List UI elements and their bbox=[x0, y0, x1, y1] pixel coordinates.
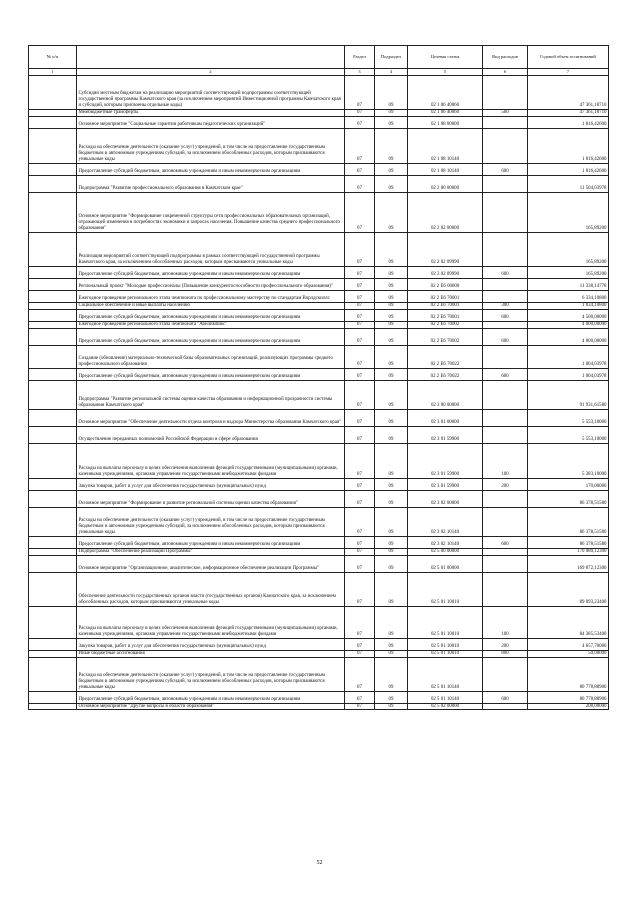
row-amount: 208,00000 bbox=[528, 703, 609, 710]
row-expense-type: 100 bbox=[483, 606, 528, 638]
row-name: Субсидии местным бюджетам на реализацию мероприятий соответствующей подпрограммы соответствующей государственной программы Камчатского края (за исключением мероприятий Инвестиционной программы Камчатского края и субсидий, которым присвоены отдельные коды) bbox=[77, 76, 345, 110]
row-expense-type: 600 bbox=[483, 328, 528, 345]
row-podrazdel: 09 bbox=[375, 691, 408, 703]
row-num bbox=[29, 409, 77, 426]
row-podrazdel: 09 bbox=[375, 443, 408, 478]
row-num bbox=[29, 192, 77, 232]
row-num bbox=[29, 232, 77, 266]
row-razdel: 07 bbox=[345, 175, 375, 192]
row-target-article: 02 3 02 10140 bbox=[408, 536, 483, 548]
row-podrazdel: 09 bbox=[375, 309, 408, 321]
row-target-article: 02 1 06 40060 bbox=[408, 76, 483, 110]
row-name: Предоставление субсидий бюджетным, автономным учреждениям и иным некоммерческим организациям bbox=[77, 266, 345, 278]
row-num bbox=[29, 657, 77, 691]
row-razdel: 07 bbox=[345, 328, 375, 345]
row-target-article: 02 1 08 10140 bbox=[408, 163, 483, 175]
row-num bbox=[29, 691, 77, 703]
header-sum: Годовой объем ассигнований bbox=[528, 46, 609, 69]
row-podrazdel: 09 bbox=[375, 290, 408, 302]
column-number: 2 bbox=[77, 69, 345, 76]
row-name: Предоставление субсидий бюджетным, автономным учреждениям и иным некоммерческим организациям bbox=[77, 368, 345, 380]
row-razdel: 07 bbox=[345, 691, 375, 703]
row-podrazdel: 09 bbox=[375, 380, 408, 409]
row-num bbox=[29, 606, 77, 638]
row-razdel: 07 bbox=[345, 409, 375, 426]
row-amount: 11 504,03978 bbox=[528, 175, 609, 192]
row-amount: 1 834,10800 bbox=[528, 302, 609, 309]
row-podrazdel: 09 bbox=[375, 116, 408, 128]
row-target-article: 02 2 E6 70022 bbox=[408, 368, 483, 380]
row-num bbox=[29, 368, 77, 380]
row-target-article: 02 2 E6 00000 bbox=[408, 278, 483, 290]
row-razdel: 07 bbox=[345, 163, 375, 175]
row-expense-type: 600 bbox=[483, 163, 528, 175]
row-name: Ежегодное проведение регионального этапа чемпионата "Абилимпикс" bbox=[77, 321, 345, 328]
row-podrazdel: 09 bbox=[375, 606, 408, 638]
row-expense-type bbox=[483, 345, 528, 368]
row-target-article: 02 3 01 59900 bbox=[408, 478, 483, 490]
row-name: Основное мероприятие "Формирование современной структуры сети профессиональных образовательных организаций, отражающей изменения в потребностях экономики и запросах населения. Повышение качества среднего профессионального образования" bbox=[77, 192, 345, 232]
row-target-article: 02 2 E6 70001 bbox=[408, 290, 483, 302]
row-num bbox=[29, 572, 77, 606]
row-amount: 80 778,88900 bbox=[528, 691, 609, 703]
column-number: 4 bbox=[375, 69, 408, 76]
row-razdel: 07 bbox=[345, 116, 375, 128]
row-target-article: 02 5 01 10140 bbox=[408, 691, 483, 703]
row-expense-type: 500 bbox=[483, 110, 528, 117]
row-amount: 4 500,00000 bbox=[528, 309, 609, 321]
row-name: Основное мероприятие "Формирование и развитие региональной системы оценки качества образования" bbox=[77, 490, 345, 507]
row-amount: 1 816,42600 bbox=[528, 128, 609, 163]
row-expense-type bbox=[483, 507, 528, 536]
header-tsel: Целевая статья bbox=[408, 46, 483, 69]
table-row bbox=[29, 409, 609, 426]
row-target-article: 02 5 01 00000 bbox=[408, 555, 483, 572]
row-name: Предоставление субсидий бюджетным, автономным учреждениям и иным некоммерческим организациям bbox=[77, 328, 345, 345]
row-razdel: 07 bbox=[345, 443, 375, 478]
row-name: Создание (обновление) материально-технической базы образовательных организаций, реализующих программы среднего профессионального образования bbox=[77, 345, 345, 368]
row-razdel: 07 bbox=[345, 638, 375, 650]
row-name: Расходы на обеспечение деятельности (оказание услуг) учреждений, в том числе на предоставление государственным бюджетным и автономным учреждениям субсидий, за исключением обособленных расходов, которым присваиваются уникальные коды bbox=[77, 657, 345, 691]
row-name: Закупка товаров, работ и услуг для обеспечения государственных (муниципальных) нужд bbox=[77, 638, 345, 650]
row-expense-type bbox=[483, 380, 528, 409]
row-razdel: 07 bbox=[345, 76, 375, 110]
row-target-article: 02 3 01 59900 bbox=[408, 426, 483, 443]
row-podrazdel: 09 bbox=[375, 163, 408, 175]
row-amount: 11 338,14778 bbox=[528, 278, 609, 290]
row-expense-type bbox=[483, 657, 528, 691]
row-amount: 1 816,42600 bbox=[528, 163, 609, 175]
row-target-article: 02 5 01 10140 bbox=[408, 657, 483, 691]
row-razdel: 07 bbox=[345, 110, 375, 117]
row-target-article: 02 2 E6 70002 bbox=[408, 321, 483, 328]
row-name: Региональный проект "Молодые профессионалы (Повышение конкурентоспособности профессионального образования)" bbox=[77, 278, 345, 290]
row-name: Реализация мероприятий соответствующей подпрограммы в рамках соответствующей государственной программы Камчатского края, за исключением обособленных расходов, которым присваиваются уникальные коды bbox=[77, 232, 345, 266]
row-podrazdel: 09 bbox=[375, 302, 408, 309]
row-num bbox=[29, 548, 77, 555]
header-razdel: Раздел bbox=[345, 46, 375, 69]
row-target-article: 02 1 06 40060 bbox=[408, 110, 483, 117]
row-name: Иные бюджетные ассигнования bbox=[77, 650, 345, 657]
row-target-article: 02 2 E6 70001 bbox=[408, 302, 483, 309]
row-target-article: 02 1 08 00000 bbox=[408, 116, 483, 128]
table-row bbox=[29, 572, 609, 606]
table-row bbox=[29, 380, 609, 409]
row-razdel: 07 bbox=[345, 128, 375, 163]
budget-table bbox=[28, 45, 609, 710]
row-num bbox=[29, 507, 77, 536]
row-target-article: 02 1 08 10140 bbox=[408, 128, 483, 163]
table-row bbox=[29, 703, 609, 710]
table-row bbox=[29, 606, 609, 638]
row-target-article: 02 5 02 00000 bbox=[408, 703, 483, 710]
table-row bbox=[29, 321, 609, 328]
row-amount: 165,89200 bbox=[528, 266, 609, 278]
row-num bbox=[29, 478, 77, 490]
row-num bbox=[29, 536, 77, 548]
row-expense-type bbox=[483, 409, 528, 426]
row-amount: 89 093,23400 bbox=[528, 572, 609, 606]
row-amount: 5 553,10000 bbox=[528, 426, 609, 443]
row-name: Расходы на выплаты персоналу в целях обеспечения выполнения функций государственными (муниципальными) органами, казенными учреждениями, органами управления государственными внебюджетными фондами bbox=[77, 443, 345, 478]
row-podrazdel: 09 bbox=[375, 128, 408, 163]
row-razdel: 07 bbox=[345, 321, 375, 328]
row-expense-type: 300 bbox=[483, 302, 528, 309]
row-razdel: 07 bbox=[345, 192, 375, 232]
row-expense-type bbox=[483, 703, 528, 710]
row-amount: 6 334,10800 bbox=[528, 290, 609, 302]
row-podrazdel: 09 bbox=[375, 478, 408, 490]
row-amount: 4 000,00000 bbox=[528, 321, 609, 328]
table-row bbox=[29, 309, 609, 321]
row-name: Закупка товаров, работ и услуг для обеспечения государственных (муниципальных) нужд bbox=[77, 478, 345, 490]
row-target-article: 02 3 02 10140 bbox=[408, 507, 483, 536]
row-expense-type bbox=[483, 321, 528, 328]
row-target-article: 02 2 02 09990 bbox=[408, 232, 483, 266]
row-target-article: 02 5 01 10010 bbox=[408, 638, 483, 650]
header-podrazdel: Подраздел bbox=[375, 46, 408, 69]
row-name: Основное мероприятие "Обеспечение деятельности отдела контроля и надзора Министерства образования Камчатского края" bbox=[77, 409, 345, 426]
row-razdel: 07 bbox=[345, 572, 375, 606]
header-row bbox=[29, 46, 609, 69]
row-podrazdel: 09 bbox=[375, 175, 408, 192]
row-expense-type: 600 bbox=[483, 309, 528, 321]
row-podrazdel: 09 bbox=[375, 192, 408, 232]
row-amount: 86 378,51580 bbox=[528, 490, 609, 507]
row-name: Основное мероприятие "Социальные гарантии работникам педагогических организаций" bbox=[77, 116, 345, 128]
row-amount: 4 657,70000 bbox=[528, 638, 609, 650]
row-name: Социальное обеспечение и иные выплаты населению bbox=[77, 302, 345, 309]
row-podrazdel: 09 bbox=[375, 490, 408, 507]
row-podrazdel: 09 bbox=[375, 507, 408, 536]
table-row bbox=[29, 232, 609, 266]
row-name: Подпрограмма "Обеспечение реализации Программы" bbox=[77, 548, 345, 555]
row-expense-type bbox=[483, 290, 528, 302]
row-expense-type bbox=[483, 175, 528, 192]
row-razdel: 07 bbox=[345, 309, 375, 321]
column-number-row bbox=[29, 69, 609, 76]
row-amount: 1 816,42600 bbox=[528, 116, 609, 128]
row-razdel: 07 bbox=[345, 536, 375, 548]
table-row bbox=[29, 548, 609, 555]
header-num: № п/п bbox=[29, 46, 77, 69]
row-name: Предоставление субсидий бюджетным, автономным учреждениям и иным некоммерческим организациям bbox=[77, 691, 345, 703]
row-target-article: 02 2 E6 70002 bbox=[408, 328, 483, 345]
row-num bbox=[29, 443, 77, 478]
row-num bbox=[29, 345, 77, 368]
row-num bbox=[29, 116, 77, 128]
row-podrazdel: 09 bbox=[375, 232, 408, 266]
row-amount: 169 872,12300 bbox=[528, 555, 609, 572]
row-target-article: 02 3 02 00000 bbox=[408, 490, 483, 507]
row-name: Подпрограмма "Развитие профессионального образования в Камчатском крае" bbox=[77, 175, 345, 192]
row-amount: 170 080,12300 bbox=[528, 548, 609, 555]
row-expense-type: 100 bbox=[483, 443, 528, 478]
table-row bbox=[29, 443, 609, 478]
row-num bbox=[29, 302, 77, 309]
row-num bbox=[29, 638, 77, 650]
table-row bbox=[29, 426, 609, 443]
column-number: 6 bbox=[483, 69, 528, 76]
table-row bbox=[29, 490, 609, 507]
row-podrazdel: 09 bbox=[375, 110, 408, 117]
page-number: 52 bbox=[316, 860, 323, 866]
table-row bbox=[29, 163, 609, 175]
row-amount: 86 378,51580 bbox=[528, 536, 609, 548]
table-row bbox=[29, 638, 609, 650]
row-expense-type: 600 bbox=[483, 536, 528, 548]
row-razdel: 07 bbox=[345, 490, 375, 507]
row-target-article: 02 2 E6 70001 bbox=[408, 309, 483, 321]
row-expense-type bbox=[483, 116, 528, 128]
table-row bbox=[29, 110, 609, 117]
row-num bbox=[29, 278, 77, 290]
row-amount: 1 004,03978 bbox=[528, 368, 609, 380]
row-expense-type: 600 bbox=[483, 266, 528, 278]
row-expense-type bbox=[483, 192, 528, 232]
row-podrazdel: 09 bbox=[375, 536, 408, 548]
row-razdel: 07 bbox=[345, 555, 375, 572]
header-vid: Вид расходов bbox=[483, 46, 528, 69]
row-name: Обеспечение деятельности государственных органов власти (государственных органов) Камчатского края, за исключением обособленных расходов, которым присваиваются уникальные коды bbox=[77, 572, 345, 606]
row-podrazdel: 09 bbox=[375, 548, 408, 555]
row-name: Расходы на обеспечение деятельности (оказание услуг) учреждений, в том числе на предоставление государственным бюджетным и автономным учреждениям субсидий, за исключением обособленных расходов, которым присваиваются уникальные коды bbox=[77, 507, 345, 536]
row-expense-type: 600 bbox=[483, 691, 528, 703]
row-expense-type bbox=[483, 278, 528, 290]
row-podrazdel: 09 bbox=[375, 345, 408, 368]
table-row bbox=[29, 278, 609, 290]
row-target-article: 02 2 02 09990 bbox=[408, 266, 483, 278]
row-target-article: 02 3 00 00000 bbox=[408, 380, 483, 409]
row-razdel: 07 bbox=[345, 345, 375, 368]
table-row bbox=[29, 290, 609, 302]
row-expense-type bbox=[483, 548, 528, 555]
table-row bbox=[29, 128, 609, 163]
table-row bbox=[29, 507, 609, 536]
budget-table-body bbox=[29, 76, 609, 710]
row-razdel: 07 bbox=[345, 232, 375, 266]
row-podrazdel: 09 bbox=[375, 328, 408, 345]
row-podrazdel: 09 bbox=[375, 638, 408, 650]
row-podrazdel: 09 bbox=[375, 76, 408, 110]
row-num bbox=[29, 290, 77, 302]
row-razdel: 07 bbox=[345, 368, 375, 380]
row-num bbox=[29, 309, 77, 321]
table-row bbox=[29, 345, 609, 368]
table-row bbox=[29, 555, 609, 572]
row-amount: 5 553,10000 bbox=[528, 409, 609, 426]
row-target-article: 02 5 01 10010 bbox=[408, 572, 483, 606]
row-num bbox=[29, 650, 77, 657]
row-name: Основное мероприятие "Организационное, аналитическое, информационное обеспечение реализации Программы" bbox=[77, 555, 345, 572]
row-num bbox=[29, 490, 77, 507]
row-expense-type: 200 bbox=[483, 638, 528, 650]
row-podrazdel: 09 bbox=[375, 572, 408, 606]
row-razdel: 07 bbox=[345, 606, 375, 638]
row-num bbox=[29, 110, 77, 117]
row-podrazdel: 09 bbox=[375, 321, 408, 328]
row-target-article: 02 5 01 10010 bbox=[408, 606, 483, 638]
row-target-article: 02 5 00 00000 bbox=[408, 548, 483, 555]
row-podrazdel: 09 bbox=[375, 266, 408, 278]
row-num bbox=[29, 380, 77, 409]
row-name: Предоставление субсидий бюджетным, автономным учреждениям и иным некоммерческим организациям bbox=[77, 536, 345, 548]
row-num bbox=[29, 321, 77, 328]
table-row bbox=[29, 368, 609, 380]
row-podrazdel: 09 bbox=[375, 703, 408, 710]
row-razdel: 07 bbox=[345, 478, 375, 490]
row-expense-type: 200 bbox=[483, 478, 528, 490]
row-amount: 84 385,53400 bbox=[528, 606, 609, 638]
row-num bbox=[29, 266, 77, 278]
row-num bbox=[29, 163, 77, 175]
table-row bbox=[29, 76, 609, 110]
row-num bbox=[29, 426, 77, 443]
row-target-article: 02 3 01 59900 bbox=[408, 443, 483, 478]
row-amount: 170,00000 bbox=[528, 478, 609, 490]
table-row bbox=[29, 536, 609, 548]
row-name: Расходы на выплаты персоналу в целях обеспечения выполнения функций государственными (муниципальными) органами, казенными учреждениями, органами управления государственными внебюджетными фондами bbox=[77, 606, 345, 638]
row-target-article: 02 2 E6 70022 bbox=[408, 345, 483, 368]
row-razdel: 07 bbox=[345, 507, 375, 536]
row-razdel: 07 bbox=[345, 380, 375, 409]
row-target-article: 02 5 01 10010 bbox=[408, 650, 483, 657]
row-razdel: 07 bbox=[345, 290, 375, 302]
row-amount: 86 378,51580 bbox=[528, 507, 609, 536]
row-razdel: 07 bbox=[345, 650, 375, 657]
row-name: Расходы на обеспечение деятельности (оказание услуг) учреждений, в том числе на предоставление государственным бюджетным и автономным учреждениям субсидий, за исключением обособленных расходов, которым присваиваются уникальные коды bbox=[77, 128, 345, 163]
row-name: Межбюджетные трансферты bbox=[77, 110, 345, 117]
row-num bbox=[29, 175, 77, 192]
column-number: 1 bbox=[29, 69, 77, 76]
row-expense-type bbox=[483, 490, 528, 507]
column-number: 7 bbox=[528, 69, 609, 76]
table-row bbox=[29, 192, 609, 232]
table-row bbox=[29, 657, 609, 691]
row-podrazdel: 09 bbox=[375, 650, 408, 657]
row-num bbox=[29, 76, 77, 110]
row-target-article: 02 3 01 00000 bbox=[408, 409, 483, 426]
table-row bbox=[29, 650, 609, 657]
row-expense-type bbox=[483, 555, 528, 572]
row-razdel: 07 bbox=[345, 278, 375, 290]
row-amount: 4 000,00000 bbox=[528, 328, 609, 345]
row-name: Предоставление субсидий бюджетным, автономным учреждениям и иным некоммерческим организациям bbox=[77, 309, 345, 321]
row-amount: 47 361,18710 bbox=[528, 110, 609, 117]
table-row bbox=[29, 266, 609, 278]
row-podrazdel: 09 bbox=[375, 555, 408, 572]
column-number: 3 bbox=[345, 69, 375, 76]
row-expense-type bbox=[483, 232, 528, 266]
row-target-article: 02 2 02 00000 bbox=[408, 192, 483, 232]
row-name: Осуществление переданных полномочий Российской Федерации в сфере образования bbox=[77, 426, 345, 443]
row-razdel: 07 bbox=[345, 548, 375, 555]
row-podrazdel: 09 bbox=[375, 278, 408, 290]
row-amount: 47 361,18710 bbox=[528, 76, 609, 110]
row-num bbox=[29, 328, 77, 345]
row-name: Ежегодное проведение регионального этапа чемпионата по профессиональному мастерству по стандартам Ворлдскиллс bbox=[77, 290, 345, 302]
column-number: 5 bbox=[408, 69, 483, 76]
row-amount: 5 383,10000 bbox=[528, 443, 609, 478]
row-amount: 91 931,61580 bbox=[528, 380, 609, 409]
row-name: Основное мероприятие "Другие вопросы в области образования" bbox=[77, 703, 345, 710]
header-name bbox=[77, 46, 345, 69]
row-expense-type: 800 bbox=[483, 650, 528, 657]
table-row bbox=[29, 691, 609, 703]
row-podrazdel: 09 bbox=[375, 368, 408, 380]
budget-page bbox=[28, 45, 608, 710]
row-expense-type: 600 bbox=[483, 368, 528, 380]
row-razdel: 07 bbox=[345, 657, 375, 691]
row-amount: 165,89200 bbox=[528, 192, 609, 232]
row-amount: 80 778,88900 bbox=[528, 657, 609, 691]
row-razdel: 07 bbox=[345, 703, 375, 710]
row-amount: 50,00000 bbox=[528, 650, 609, 657]
row-podrazdel: 09 bbox=[375, 409, 408, 426]
table-row bbox=[29, 116, 609, 128]
table-row bbox=[29, 328, 609, 345]
row-podrazdel: 09 bbox=[375, 426, 408, 443]
row-expense-type bbox=[483, 572, 528, 606]
row-amount: 1 004,03978 bbox=[528, 345, 609, 368]
row-podrazdel: 09 bbox=[375, 657, 408, 691]
row-amount: 165,89200 bbox=[528, 232, 609, 266]
row-name: Подпрограмма "Развитие региональной системы оценки качества образования и информационной прозрачности системы образования Камчатского края" bbox=[77, 380, 345, 409]
row-expense-type bbox=[483, 426, 528, 443]
row-target-article: 02 2 00 00000 bbox=[408, 175, 483, 192]
row-name: Предоставление субсидий бюджетным, автономным учреждениям и иным некоммерческим организациям bbox=[77, 163, 345, 175]
table-row bbox=[29, 302, 609, 309]
table-row bbox=[29, 175, 609, 192]
row-num bbox=[29, 555, 77, 572]
table-row bbox=[29, 478, 609, 490]
row-razdel: 07 bbox=[345, 426, 375, 443]
row-razdel: 07 bbox=[345, 266, 375, 278]
row-num bbox=[29, 703, 77, 710]
row-expense-type bbox=[483, 76, 528, 110]
row-num bbox=[29, 128, 77, 163]
row-razdel: 07 bbox=[345, 302, 375, 309]
row-expense-type bbox=[483, 128, 528, 163]
